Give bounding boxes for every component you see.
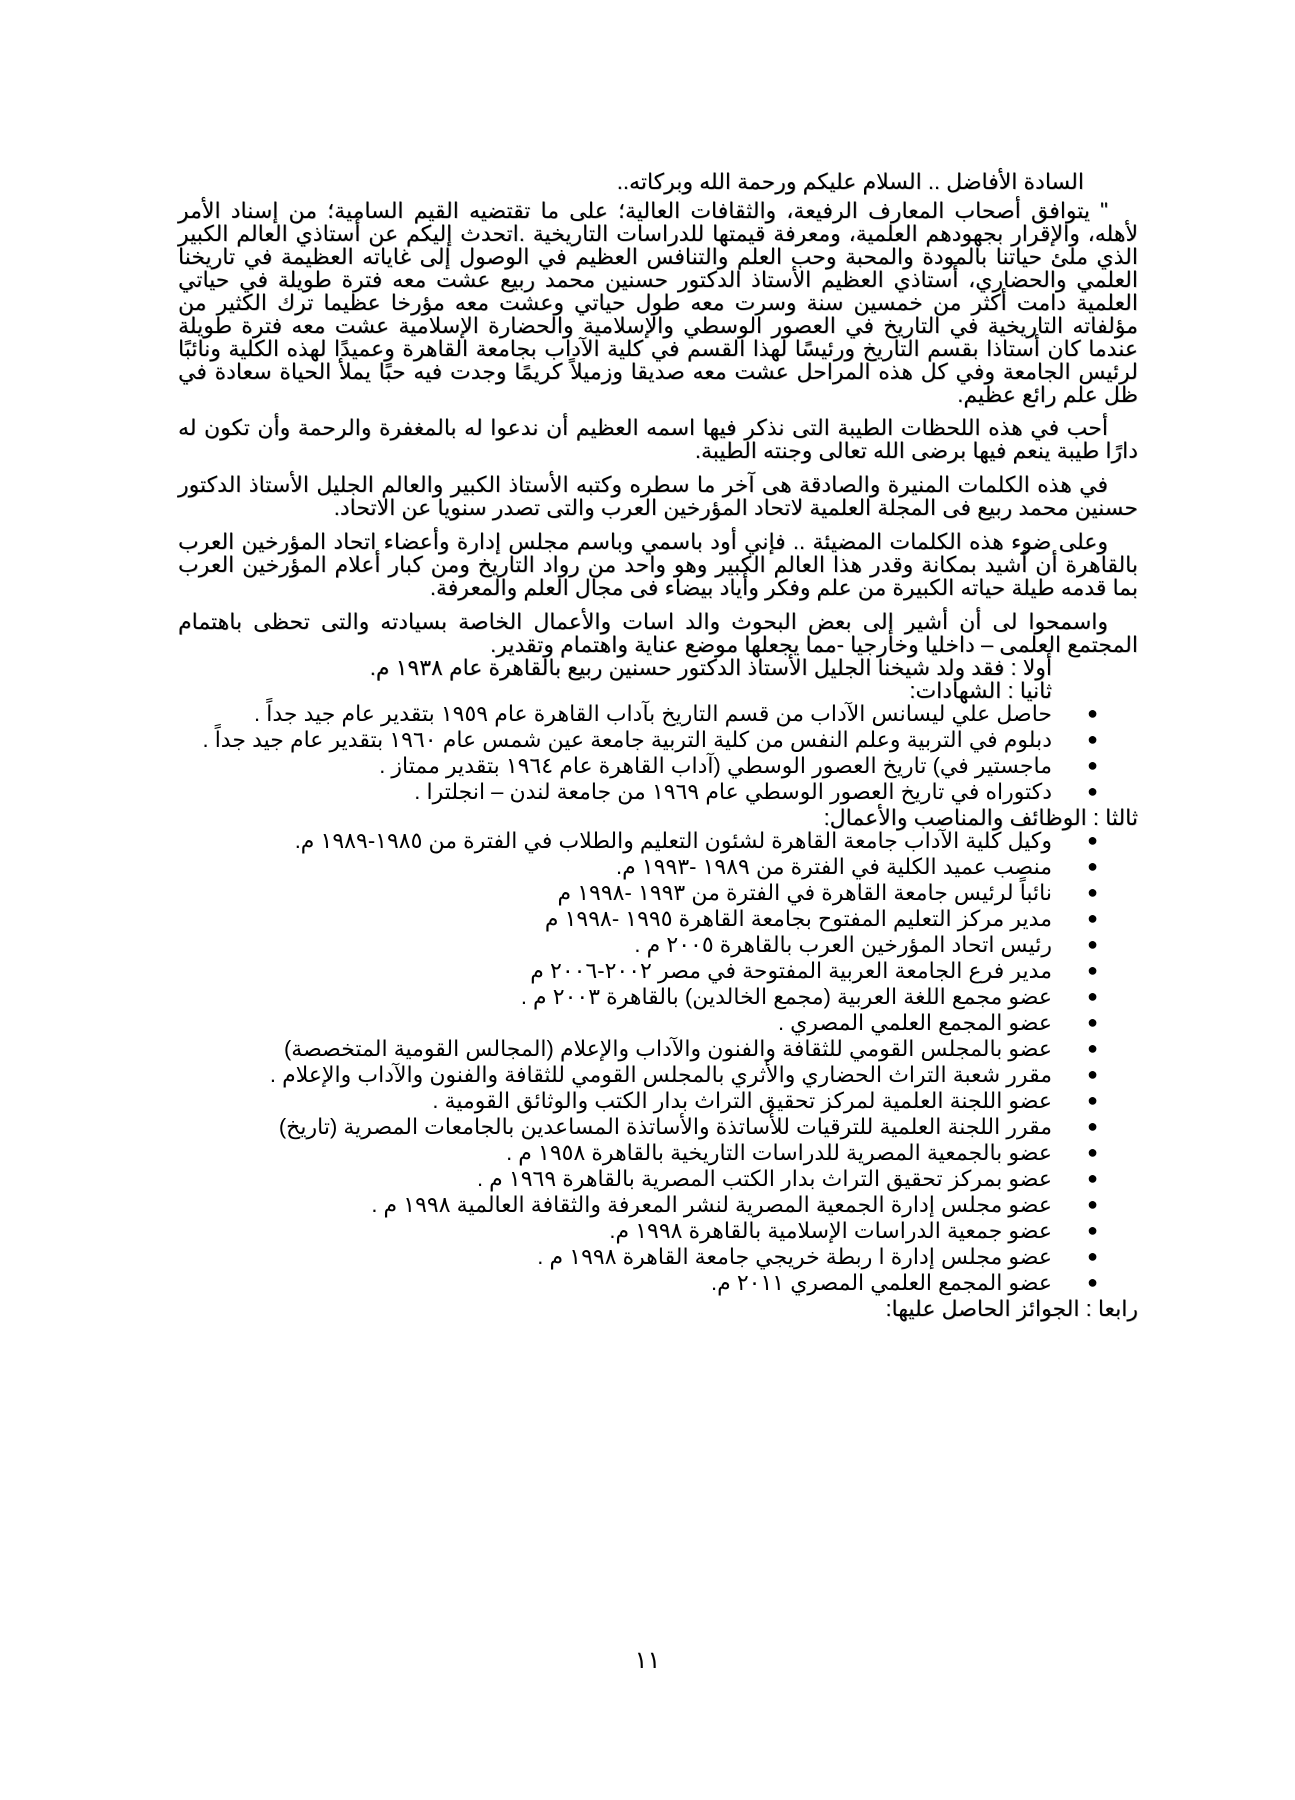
birth-heading: أولا : فقد ولد شيخنا الجليل الأستاذ الدكتور حسنين ربيع بالقاهرة عام ١٩٣٨ م.	[369, 655, 1052, 680]
bullet-icon: ●	[1087, 755, 1098, 775]
list-item: ● عضو المجمع العلمي المصري ٢٠١١ م.	[710, 1270, 1098, 1295]
list-item: ● دكتوراه في تاريخ العصور الوسطي عام ١٩٦٩ من جامعة لندن – انجلترا .	[414, 779, 1098, 804]
bullet-icon: ●	[1087, 1064, 1098, 1084]
list-item: ● عضو جمعية الدراسات الإسلامية بالقاهرة ١٩٩٨ م.	[609, 1218, 1098, 1243]
bullet-icon: ●	[1087, 830, 1098, 850]
bullet-icon: ●	[1087, 703, 1098, 723]
bullet-icon: ●	[1087, 960, 1098, 980]
bullet-icon: ●	[1087, 729, 1098, 749]
bullet-icon: ●	[1087, 934, 1098, 954]
positions-list	[178, 829, 1138, 1294]
tribute-paragraph: وعلى ضوء هذه الكلمات المضيئة .. فإني أود باسمي وباسم مجلس إدارة وأعضاء اتحاد المؤرخين العرب بالقاهرة أن أشيد بمكانة وقدر هذا العالم الكبير وهو واحد من رواد التاريخ ومن كبار أعلام المؤرخين العرب بما قدمه طيلة حياته الكبيرة من علم وفكر وأياد بيضاء فى مجال العلم والمعرفة.	[178, 529, 1138, 600]
document-page	[178, 170, 1138, 1320]
list-item: ● ماجستير في) تاريخ العصور الوسطي (آداب القاهرة عام ١٩٦٤ بتقدير ممتاز .	[379, 753, 1098, 778]
awards-heading: رابعا : الجوائز الحاصل عليها:	[885, 1296, 1138, 1321]
list-item: ● عضو اللجنة العلمية لمركز تحقيق التراث بدار الكتب والوثائق القومية .	[432, 1088, 1098, 1113]
bullet-icon: ●	[1087, 856, 1098, 876]
list-item: ● وكيل كلية الآداب جامعة القاهرة لشئون التعليم والطلاب في الفترة من ١٩٨٥-١٩٨٩ م.	[294, 828, 1098, 853]
bullet-icon: ●	[1087, 1090, 1098, 1110]
intro-paragraph: " يتوافق أصحاب المعارف الرفيعة، والثقافات العالية؛ على ما تقتضيه القيم السامية؛ من إسناد الأمر لأهله، والإقرار بجهودهم العلمية، ومعرفة قيمتها للدراسات التاريخية .اتحدث إليكم عن أستاذي العالم الكبير الذي ملئ حياتنا بالمودة والمحبة وحب العلم والتنافس العظيم في الوصول إلى غاياته العظيمة في تاريخنا العلمي والحضاري، أستاذي العظيم الأستاذ الدكتور حسنين محمد ربيع عشت معه فترة طويلة في حياتي العلمية دامت أكثر من خمسين سنة وسرت معه طول حياتي وعشت معه مؤرخا عظيما ترك الكثير من مؤلفاته التاريخية في التاريخ في العصور الوسطي والإسلامية والحضارة الإسلامية عشت معه فترة طويلة عندما كان أستاذا بقسم التاريخ ورئيسًا لهذا القسم في كلية الآداب بجامعة القاهرة وعميدًا لهذه الكلية ونائبًا لرئيس الجامعة وفي كل هذه المراحل عشت معه صديقا وزميلاً كريمًا وجدت فيه حبًا يملأ الحياة سعادة في ظل علم رائع عظيم.	[178, 198, 1138, 407]
list-item: ● حاصل علي ليسانس الآداب من قسم التاريخ بآداب القاهرة عام ١٩٥٩ بتقدير عام جيد جداً .	[253, 701, 1098, 726]
list-item: ● مقرر شعبة التراث الحضاري والأثري بالمجلس القومي للثقافة والفنون والآداب والإعلام .	[269, 1062, 1098, 1087]
bullet-icon: ●	[1087, 908, 1098, 928]
bullet-icon: ●	[1087, 1220, 1098, 1240]
list-item: ● دبلوم في التربية وعلم النفس من كلية التربية جامعة عين شمس عام ١٩٦٠ بتقدير عام جيد جداً .	[202, 727, 1098, 752]
list-item: ● نائباً لرئيس جامعة القاهرة في الفترة من ١٩٩٣ -١٩٩٨ م	[557, 880, 1098, 905]
list-item: ● مقرر اللجنة العلمية للترقيات للأساتذة والأساتذة المساعدين بالجامعات المصرية (تاريخ)	[278, 1114, 1098, 1139]
bullet-icon: ●	[1087, 1194, 1098, 1214]
journal-paragraph: في هذه الكلمات المنيرة والصادقة هى آخر ما سطره وكتبه الأستاذ الكبير والعالم الجليل الأستاذ الدكتور حسنين محمد ربيع فى المجلة العلمية لاتحاد المؤرخين العرب والتى تصدر سنويا عن الاتحاد.	[178, 472, 1138, 520]
positions-heading: ثالثا : الوظائف والمناصب والأعمال:	[823, 805, 1138, 830]
bullet-icon: ●	[1087, 1246, 1098, 1266]
bullet-icon: ●	[1087, 1116, 1098, 1136]
list-item: ● منصب عميد الكلية في الفترة من ١٩٨٩ -١٩٩٣ م.	[616, 854, 1098, 879]
list-item: ● عضو مجمع اللغة العربية (مجمع الخالدين) بالقاهرة ٢٠٠٣ م .	[520, 984, 1098, 1009]
certificates-heading: ثانيا : الشهادات:	[909, 678, 1052, 703]
page-number: ١١	[634, 1646, 661, 1674]
bullet-icon: ●	[1087, 781, 1098, 801]
bullet-icon: ●	[1087, 1038, 1098, 1058]
prayer-paragraph: أحب في هذه اللحظات الطيبة التى نذكر فيها اسمه العظيم أن ندعوا له بالمغفرة والرحمة وأن تكون له دارًا طيبة ينعم فيها برضى الله تعالى وجنته الطيبة.	[178, 415, 1138, 463]
certificates-list	[178, 702, 1138, 803]
works-paragraph: واسمحوا لى أن أشير إلى بعض البحوث والد اسات والأعمال الخاصة بسيادته والتى تحظى باهتمام المجتمع العلمى – داخليا وخارجيا -مما يجعلها موضع عناية واهتمام وتقدير.	[178, 609, 1138, 657]
list-item: ● عضو مجلس إدارة ا ربطة خريجي جامعة القاهرة ١٩٩٨ م .	[537, 1244, 1098, 1269]
list-item: ● رئيس اتحاد المؤرخين العرب بالقاهرة ٢٠٠٥ م .	[634, 932, 1098, 957]
bullet-icon: ●	[1087, 1012, 1098, 1032]
list-item: ● مدير مركز التعليم المفتوح بجامعة القاهرة ١٩٩٥ -١٩٩٨ م	[544, 906, 1098, 931]
list-item: ● عضو مجلس إدارة الجمعية المصرية لنشر المعرفة والثقافة العالمية ١٩٩٨ م .	[371, 1192, 1098, 1217]
bullet-icon: ●	[1087, 1168, 1098, 1188]
bullet-icon: ●	[1087, 1142, 1098, 1162]
list-item: ● عضو بمركز تحقيق التراث بدار الكتب المصرية بالقاهرة ١٩٦٩ م .	[476, 1166, 1098, 1191]
list-item: ● مدير فرع الجامعة العربية المفتوحة في مصر ٢٠٠٢-٢٠٠٦ م	[530, 958, 1098, 983]
greeting: السادة الأفاضل .. السلام عليكم ورحمة الله وبركاته..	[616, 169, 1084, 194]
bullet-icon: ●	[1087, 1272, 1098, 1292]
list-item: ● عضو بالجمعية المصرية للدراسات التاريخية بالقاهرة ١٩٥٨ م .	[506, 1140, 1098, 1165]
list-item: ● عضو بالمجلس القومي للثقافة والفنون والآداب والإعلام (المجالس القومية المتخصصة)	[283, 1036, 1098, 1061]
list-item: ● عضو المجمع العلمي المصري .	[777, 1010, 1098, 1035]
bullet-icon: ●	[1087, 882, 1098, 902]
bullet-icon: ●	[1087, 986, 1098, 1006]
